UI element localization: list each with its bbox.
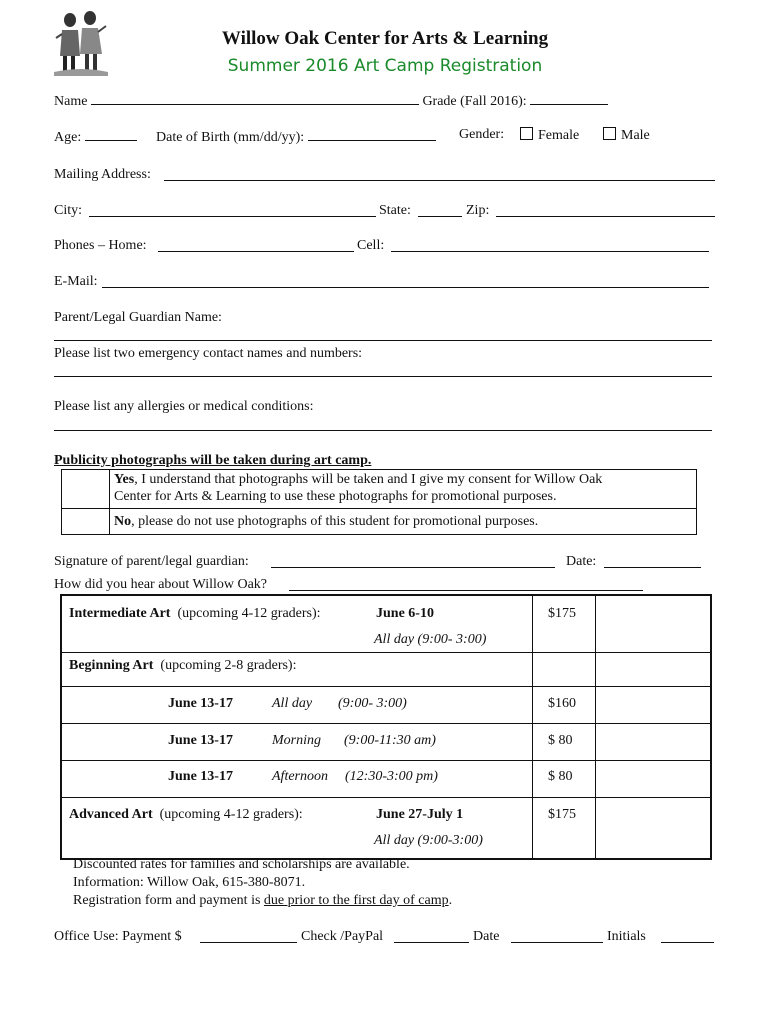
gender-label: Gender: [459, 127, 505, 142]
intermediate-row: Intermediate Art (upcoming 4-12 graders): [69, 606, 321, 621]
intermediate-time: All day (9:00- 3:00) [374, 632, 487, 647]
grade-label: Grade (Fall 2016): [422, 94, 527, 109]
emergency-label: Please list two emergency contact names and numbers: [54, 346, 363, 361]
guardian-label: Parent/Legal Guardian Name: [54, 310, 222, 325]
hear-field[interactable] [289, 590, 643, 591]
city-field[interactable] [89, 216, 376, 217]
advanced-time: All day (9:00-3:00) [374, 833, 483, 848]
publicity-consent-box [61, 469, 697, 535]
office-check-field[interactable] [394, 942, 469, 943]
emergency-field[interactable] [54, 376, 712, 377]
cell-phone-field[interactable] [391, 251, 709, 252]
beginning-morning-time: (9:00-11:30 am) [344, 733, 436, 748]
form-subtitle: Summer 2016 Art Camp Registration [227, 56, 543, 76]
beginning-allday-price: $160 [548, 696, 576, 711]
office-initials-field[interactable] [661, 942, 714, 943]
advanced-dates: June 27-July 1 [376, 807, 464, 822]
beginning-afternoon-time: (12:30-3:00 pm) [345, 769, 438, 784]
beginning-morning-date: June 13-17 [168, 733, 233, 748]
city-label: City: [54, 203, 83, 218]
dob-field[interactable] [308, 127, 436, 141]
male-label: Male [621, 128, 650, 143]
dob-label: Date of Birth (mm/dd/yy): [156, 130, 305, 145]
allergies-label: Please list any allergies or medical conditions: [54, 399, 314, 414]
intermediate-price: $175 [548, 606, 576, 621]
publicity-heading: Publicity photographs will be taken during art camp. [54, 453, 372, 468]
advanced-price: $175 [548, 807, 576, 822]
email-label: E-Mail: [54, 274, 98, 289]
office-date-field[interactable] [511, 942, 603, 943]
name-label: Name [54, 94, 88, 109]
office-payment-label: Office Use: Payment $ [54, 929, 182, 944]
mailing-field[interactable] [164, 180, 715, 181]
female-label: Female [538, 128, 580, 143]
guardian-field[interactable] [54, 340, 712, 341]
beginning-morning-period: Morning [272, 733, 321, 748]
beginning-allday-period: All day [272, 696, 313, 711]
beginning-morning-price: $ 80 [548, 733, 573, 748]
office-payment-field[interactable] [200, 942, 297, 943]
intermediate-dates: June 6-10 [376, 606, 434, 621]
state-field[interactable] [418, 216, 462, 217]
state-label: State: [379, 203, 411, 218]
yes-checkbox[interactable] [62, 470, 109, 508]
beginning-allday-date: June 13-17 [168, 696, 233, 711]
email-field[interactable] [102, 287, 709, 288]
signature-field[interactable] [271, 567, 555, 568]
beginning-row: Beginning Art (upcoming 2-8 graders): [69, 658, 297, 673]
age-label: Age: [54, 130, 82, 145]
yes-option-text: Yes, I understand that photographs will be taken and I give my consent for Willow Oak Center for Arts & Learning to use these photographs for promotional purposes. [114, 472, 603, 504]
no-checkbox[interactable] [62, 509, 109, 534]
org-title: Willow Oak Center for Arts & Learning [221, 28, 549, 49]
sig-date-field[interactable] [604, 567, 701, 568]
beginning-afternoon-price: $ 80 [548, 769, 573, 784]
grade-field[interactable] [530, 91, 608, 105]
payment-due-note: Registration form and payment is due prior to the first day of camp. [73, 893, 453, 908]
office-date-label: Date [473, 929, 500, 944]
hear-label: How did you hear about Willow Oak? [54, 577, 268, 592]
advanced-row: Advanced Art (upcoming 4-12 graders): [69, 807, 303, 822]
cell-label: Cell: [357, 238, 385, 253]
mailing-label: Mailing Address: [54, 167, 151, 182]
zip-field[interactable] [496, 216, 715, 217]
beginning-afternoon-period: Afternoon [272, 769, 328, 784]
sig-date-label: Date: [566, 554, 597, 569]
discount-note: Discounted rates for families and scholarships are available. [73, 857, 410, 872]
beginning-allday-time: (9:00- 3:00) [338, 696, 407, 711]
office-initials-label: Initials [607, 929, 646, 944]
signature-label: Signature of parent/legal guardian: [54, 554, 249, 569]
female-checkbox[interactable] [520, 127, 533, 140]
zip-label: Zip: [466, 203, 490, 218]
name-field[interactable] [91, 91, 419, 105]
camp-schedule-table [60, 594, 712, 860]
allergies-field[interactable] [54, 430, 712, 431]
age-field[interactable] [85, 127, 137, 141]
phones-home-label: Phones – Home: [54, 238, 147, 253]
male-checkbox[interactable] [603, 127, 616, 140]
home-phone-field[interactable] [158, 251, 354, 252]
info-note: Information: Willow Oak, 615-380-8071. [73, 875, 306, 890]
beginning-afternoon-date: June 13-17 [168, 769, 233, 784]
office-check-label: Check /PayPal [301, 929, 384, 944]
no-option-text: No, please do not use photographs of this student for promotional purposes. [114, 514, 539, 529]
